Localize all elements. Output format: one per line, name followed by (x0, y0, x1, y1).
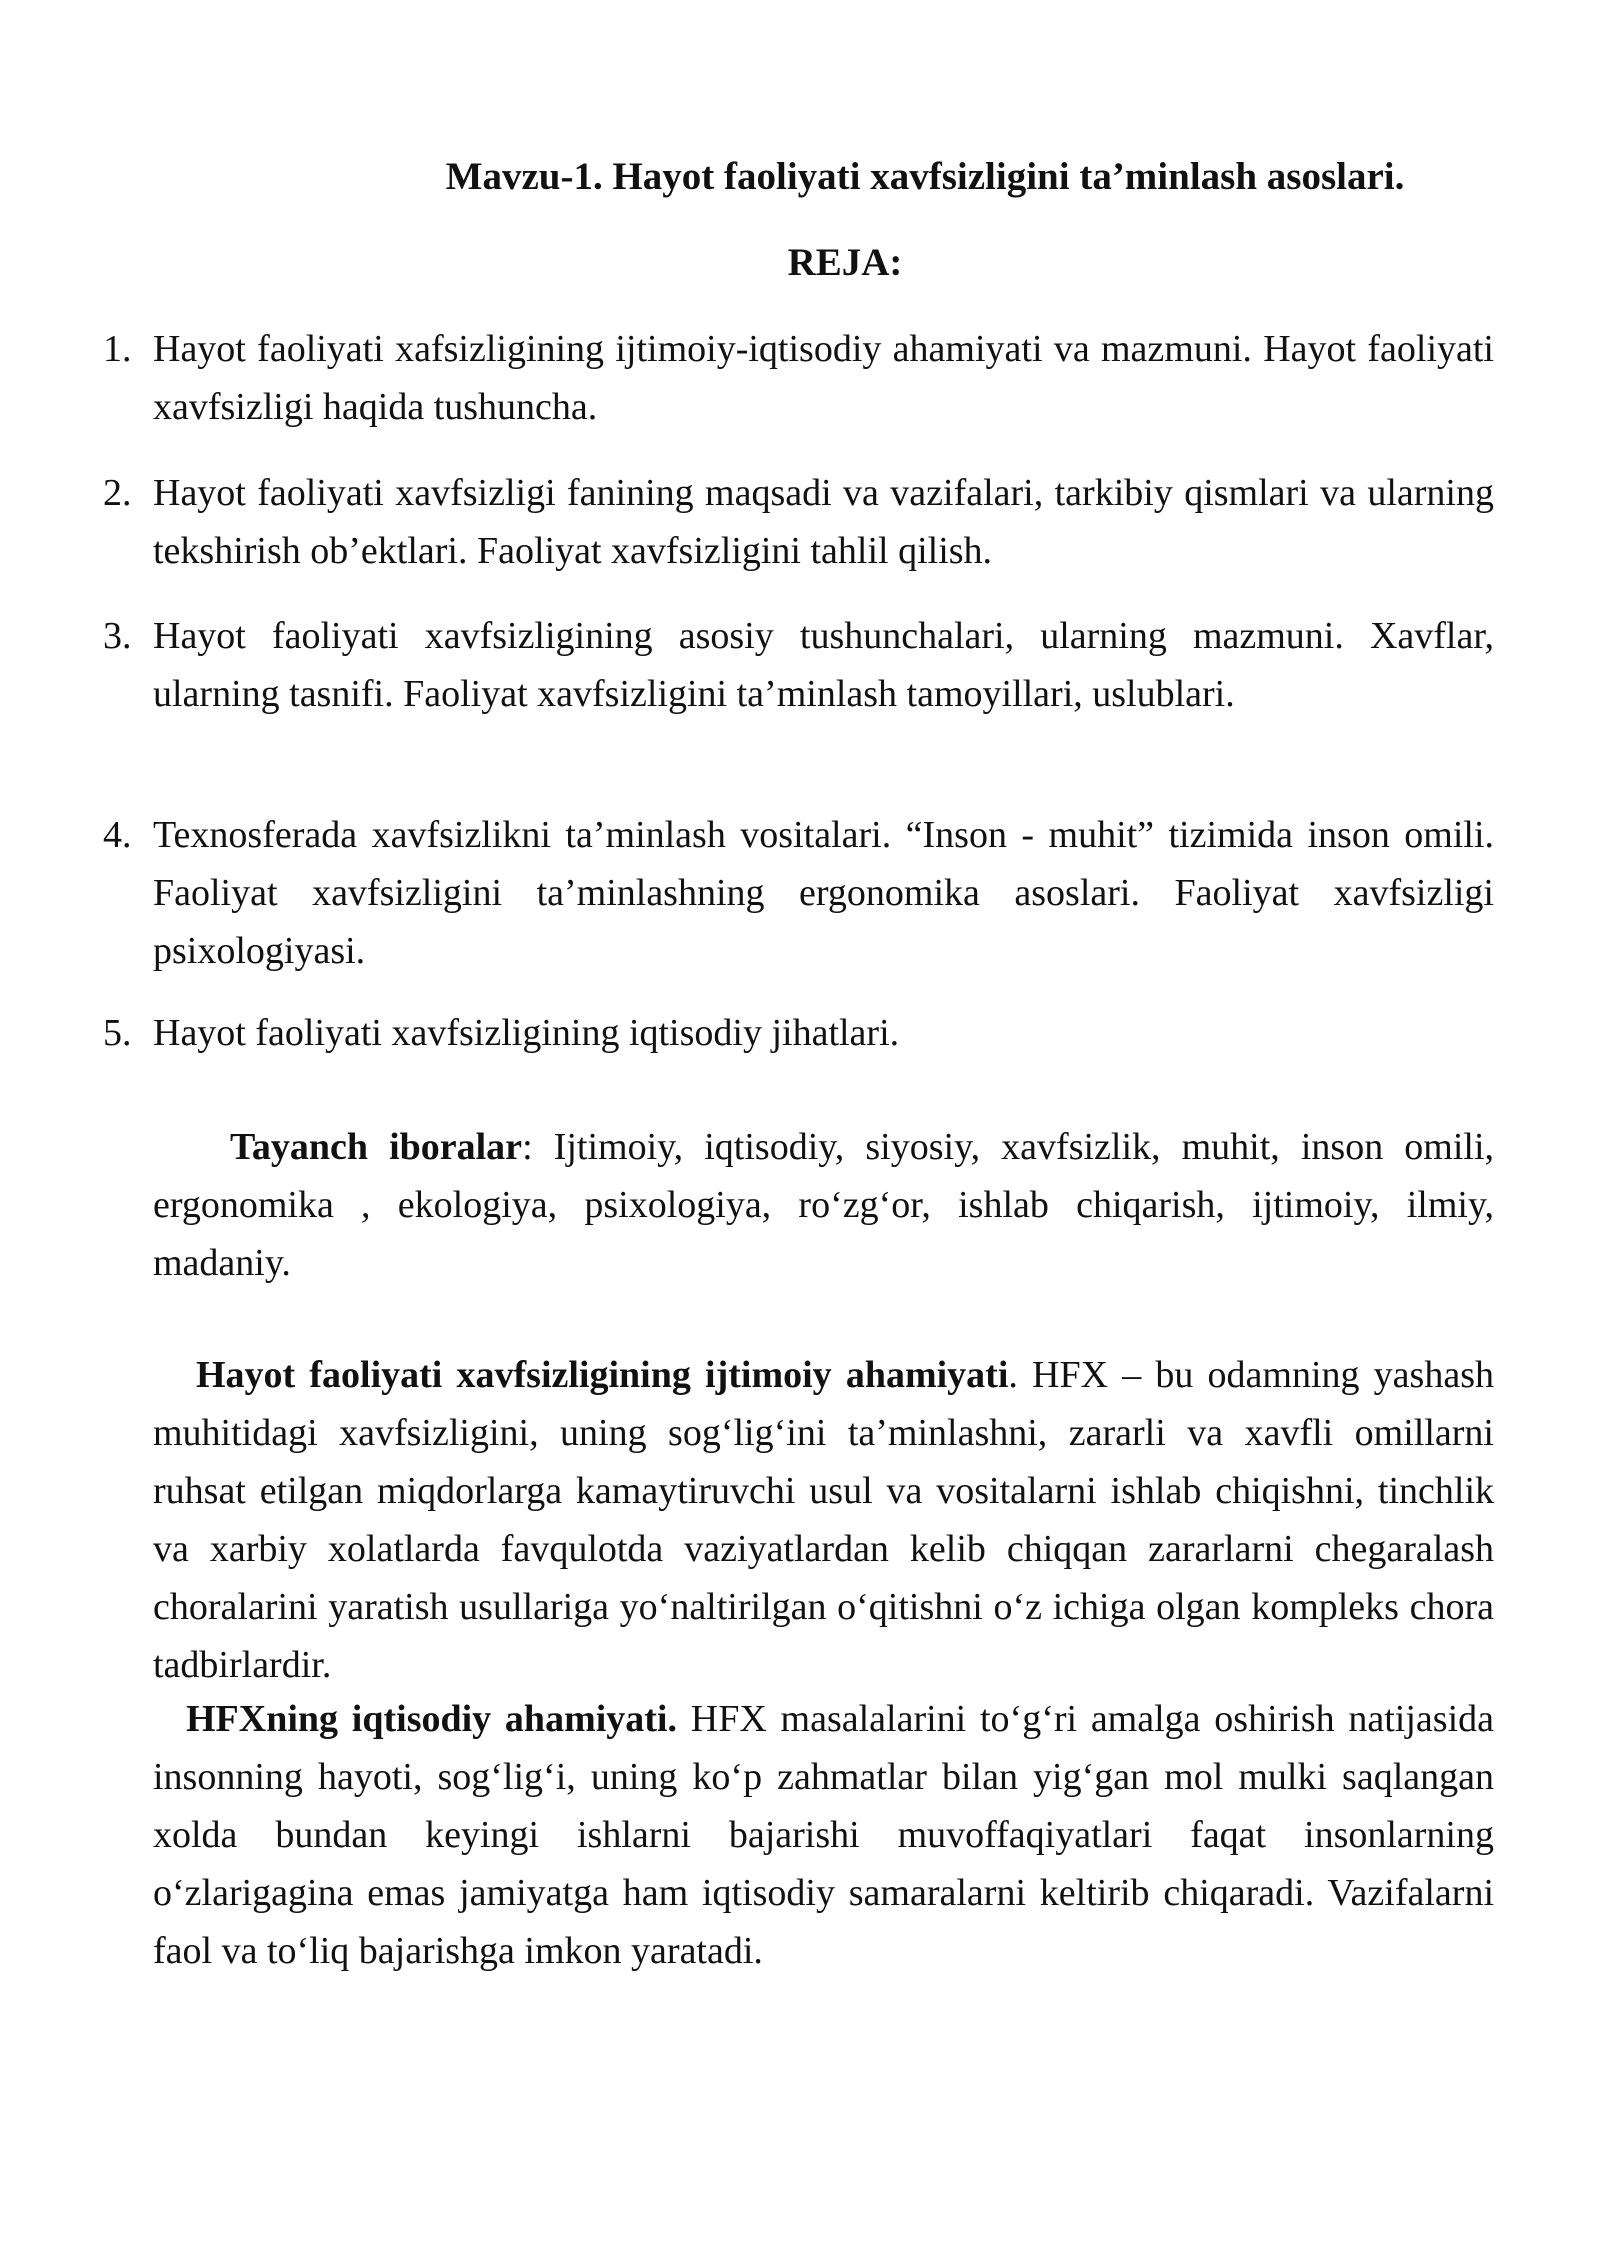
plan-item-text: Hayot faoliyati xavfsizligi fanining maqsadi va vazifalari, tarkibiy qismlari va ularning tekshirish ob’ektlari. Faoliyat xavfsizligini tahlil qilish. (153, 472, 1494, 572)
plan-item-text: Hayot faoliyati xafsizligining ijtimoiy-iqtisodiy ahamiyati va mazmuni. Hayot faoliyati xavfsizligi haqida tushuncha. (153, 328, 1494, 428)
keywords-text: : Ijtimoiy, iqtisodiy, siyosiy, xavfsizlik, muhit, inson omili, ergonomika , ekologiya, psixologiya, ro‘zg‘or, ishlab chiqarish, ijtimoiy, ilmiy, madaniy. (153, 1126, 1494, 1284)
document-title: Mavzu-1. Hayot faoliyati xavfsizligini ta’minlash asoslari. (445, 155, 1405, 198)
plan-item-number: 4. (103, 814, 132, 856)
social-importance-paragraph (153, 1346, 1494, 1694)
plan-item-text: Texnosferada xavfsizlikni ta’minlash vositalari. “Inson - muhit” tizimida inson omili. Faoliyat xavfsizligini ta’minlashning ergonomika asoslari. Faoliyat xavfsizligi psixologiyasi. (153, 814, 1494, 972)
social-importance-text: . HFX – bu odamning yashash muhitidagi xavfsizligini, uning sog‘lig‘ini ta’minlashni, zararli va xavfli omillarni ruhsat etilgan miqdorlarga kamaytiruvchi usul va vositalarni ishlab chiqishni, tinchlik va xarbiy xolatlarda favqulotda vaziyatlardan kelib chiqqan zararlarni chegaralash choralarini yaratish usullariga yo‘naltirilgan o‘qitishni o‘z ichiga olgan kompleks chora tadbirlardir. (153, 1354, 1494, 1686)
keywords-label: Tayanch iboralar (230, 1126, 523, 1168)
economic-importance-text: HFX masalalarini to‘g‘ri amalga oshirish natijasida insonning hayoti, sog‘lig‘i, uning ko‘p zahmatlar bilan yig‘gan mol mulki saqlangan xolda bundan keyingi ishlarni bajarishi muvoffaqiyatlari faqat insonlarning o‘zlarigagina emas jamiyatga ham iqtisodiy samaralarni keltirib chiqaradi. Vazifalarni faol va to‘liq bajarishga imkon yaratadi. (153, 1698, 1495, 1972)
plan-item-4 (103, 806, 1494, 980)
plan-item-2 (103, 464, 1494, 580)
social-importance-heading: Hayot faoliyati xavfsizligining ijtimoiy ahamiyati (196, 1354, 1009, 1396)
plan-item-3 (103, 607, 1494, 723)
economic-importance-paragraph (153, 1690, 1494, 1980)
plan-item-number: 3. (103, 615, 132, 657)
plan-item-number: 2. (103, 472, 132, 514)
plan-item-1 (103, 320, 1494, 436)
plan-item-text: Hayot faoliyati xavfsizligining iqtisodiy jihatlari. (153, 1012, 900, 1054)
plan-item-5 (103, 1004, 1494, 1062)
economic-importance-heading: HFXning iqtisodiy ahamiyati. (186, 1698, 677, 1740)
plan-item-text: Hayot faoliyati xavfsizligining asosiy tushunchalari, ularning mazmuni. Xavflar, ularning tasnifi. Faoliyat xavfsizligini ta’minlash tamoyillari, uslublari. (153, 615, 1494, 715)
plan-item-number: 5. (103, 1012, 132, 1054)
plan-heading: REJA: (787, 241, 903, 284)
plan-item-number: 1. (103, 328, 132, 370)
keywords-paragraph (153, 1118, 1494, 1292)
